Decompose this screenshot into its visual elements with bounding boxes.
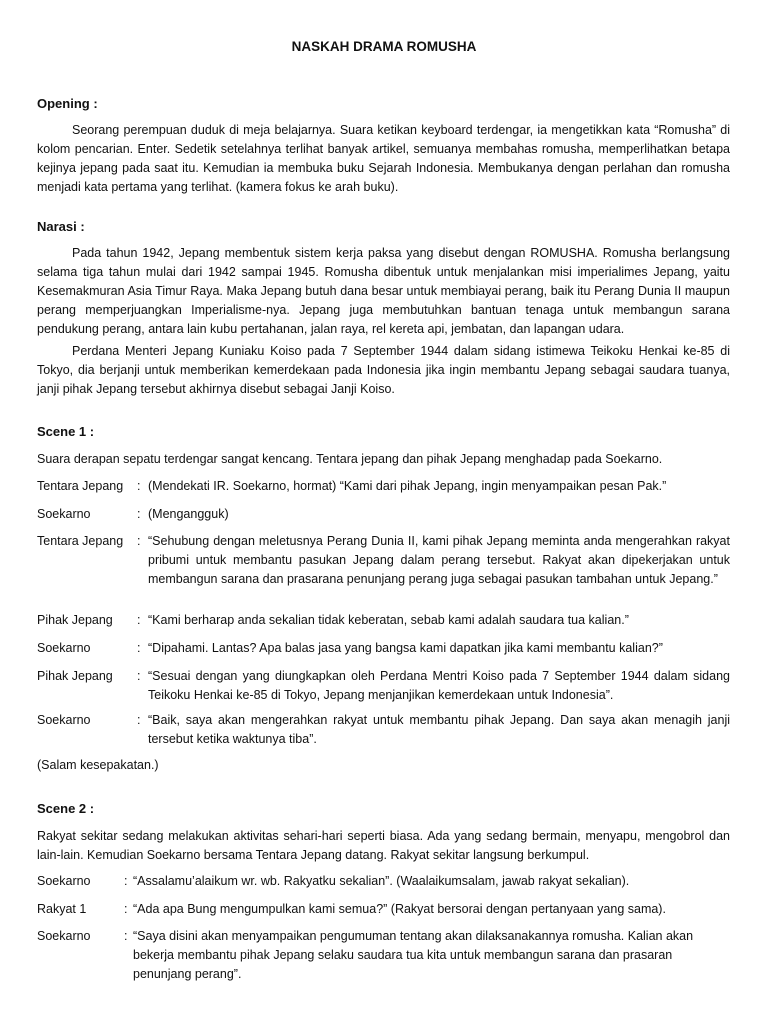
dialogue-text: “Ada apa Bung mengumpulkan kami semua?” (Rakyat bersorai dengan pertanyaan yang sama).: [133, 902, 666, 916]
speaker-name: Soekarno: [37, 641, 91, 655]
speaker-colon: :: [124, 874, 128, 888]
dialogue-text: “Kami berharap anda sekalian tidak keberatan, sebab kami adalah saudara tua kalian.”: [148, 613, 629, 627]
speaker-colon: :: [124, 929, 128, 943]
dialogue-text: “Dipahami. Lantas? Apa balas jasa yang bangsa kami dapatkan jika kami membantu kalian?”: [148, 641, 663, 655]
speaker-name: Soekarno: [37, 713, 91, 727]
narasi-paragraph-1: Pada tahun 1942, Jepang membentuk sistem kerja paksa yang disebut dengan ROMUSHA. Romusha berlangsung selama tiga tahun mulai dari 1942 sampai 1945. Romusha dibentuk untuk menjalankan misi imperialimes Jepang, yaitu Kesemakmuran Asia Timur Raya. Maka Jepang butuh dana besar untuk membiayai perang, baik itu Perang Dunia II maupun perang memperjuangkan Imperialisme-nya. Jepang juga membutuhkan bantuan tenaga untuk membangun sarana pendukung perang, antara lain kubu pertahanan, jalan raya, rel kereta api, jembatan, dan lapangan udara.: [37, 246, 730, 336]
narasi-paragraph-2: Perdana Menteri Jepang Kuniaku Koiso pada 7 September 1944 dalam sidang istimewa Teikoku Henkai ke-85 di Tokyo, dia berjanji untuk memberikan kemerdekaan pada Indonesia jika ingin membantu Jepang sebagai saudara tuanya, janji pihak Jepang tersebut akhirnya disebut sebagai Janji Koiso.: [37, 344, 730, 396]
dialogue-text: (Mendekati IR. Soekarno, hormat) “Kami dari pihak Jepang, ingin menyampaikan pesan Pak.”: [148, 479, 667, 493]
document-title: NASKAH DRAMA ROMUSHA: [291, 39, 477, 54]
speaker-name: Tentara Jepang: [37, 534, 124, 548]
scene1-heading: Scene 1 :: [37, 424, 95, 439]
dialogue-text: “Saya disini akan menyampaikan pengumuman tentang akan dilaksanakannya romusha. Kalian akan bekerja membantu pihak Jepang selaku saudara tua kita untuk membangun sarana dan prasaran penunjang perang”.: [133, 929, 694, 981]
scene2-heading: Scene 2 :: [37, 801, 95, 816]
speaker-name: Rakyat 1: [37, 902, 87, 916]
dialogue-text: “Sehubung dengan meletusnya Perang Dunia II, kami pihak Jepang meminta anda mengerahkan rakyat pribumi untuk membantu pasukan Jepang dalam perang tersebut. Rakyat akan dipekerjakan untuk membangun sarana dan prasarana penunjang perang juga sebagai pasukan tambahan untuk Jepang.”: [148, 534, 730, 586]
opening-paragraph: Seorang perempuan duduk di meja belajarnya. Suara ketikan keyboard terdengar, ia mengetikkan kata “Romusha” di kolom pencarian. Enter. Sedetik setelahnya terlihat banyak artikel, semuanya membahas romusha, memperlihatkan betapa kejinya jepang pada saat itu. Kemudian ia membuka buku Sejarah Indonesia. Membukanya dengan perlahan dan romusha menjadi kata pertama yang terlihat. (kamera fokus ke arah buku).: [37, 123, 730, 194]
speaker-name: Soekarno: [37, 874, 91, 888]
speaker-colon: :: [137, 534, 141, 548]
speaker-colon: :: [137, 479, 141, 493]
speaker-colon: :: [137, 613, 141, 627]
scene1-intro: Suara derapan sepatu terdengar sangat kencang. Tentara jepang dan pihak Jepang menghadap pada Soekarno.: [37, 452, 663, 466]
speaker-colon: :: [137, 713, 141, 727]
narasi-heading: Narasi :: [37, 219, 85, 234]
speaker-name: Pihak Jepang: [37, 669, 113, 683]
speaker-colon: :: [124, 902, 128, 916]
opening-heading: Opening :: [37, 96, 98, 111]
speaker-colon: :: [137, 507, 141, 521]
speaker-name: Pihak Jepang: [37, 613, 113, 627]
scene1-closing: (Salam kesepakatan.): [37, 758, 159, 772]
scene2-intro: Rakyat sekitar sedang melakukan aktivitas sehari-hari seperti biasa. Ada yang sedang bermain, menyapu, mengobrol dan lain-lain. Kemudian Soekarno bersama Tentara Jepang datang. Rakyat sekitar langsung berkumpul.: [37, 829, 730, 862]
dialogue-text: “Sesuai dengan yang diungkapkan oleh Perdana Mentri Koiso pada 7 September 1944 dalam sidang Teikoku Henkai ke-85 di Tokyo, Jepang menjanjikan kemerdekaan untuk Indonesia”.: [148, 669, 730, 702]
speaker-name: Soekarno: [37, 929, 91, 943]
speaker-colon: :: [137, 669, 141, 683]
speaker-name: Tentara Jepang: [37, 479, 124, 493]
dialogue-text: “Assalamu’alaikum wr. wb. Rakyatku sekalian”. (Waalaikumsalam, jawab rakyat sekalian).: [133, 874, 630, 888]
speaker-name: Soekarno: [37, 507, 91, 521]
dialogue-text: “Baik, saya akan mengerahkan rakyat untuk membantu pihak Jepang. Dan saya akan menagih janji tersebut ketika waktunya tiba”.: [148, 713, 730, 746]
speaker-colon: :: [137, 641, 141, 655]
dialogue-text: (Mengangguk): [148, 507, 229, 521]
